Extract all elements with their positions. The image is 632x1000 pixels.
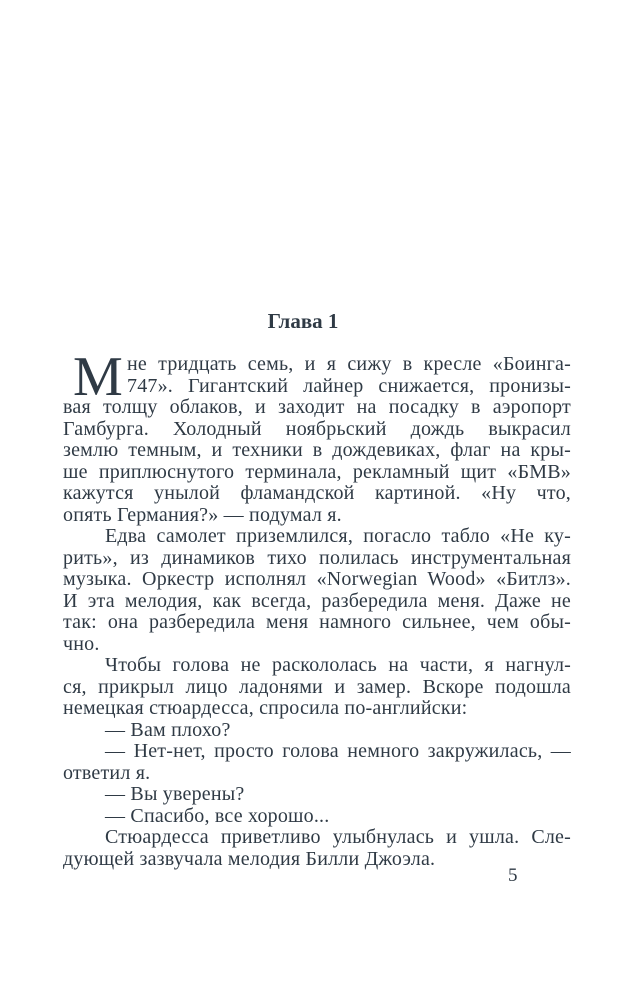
text-line: землю темным, и техники в дождевиках, флаг на кры- <box>63 439 571 461</box>
text-line: — Вам плохо? <box>105 718 231 741</box>
text-line: вая толщу облаков, и заходит на посадку в аэропорт <box>63 396 571 418</box>
text-line: музыка. Оркестр исполнял «Norwegian Wood» «Битлз». <box>63 568 571 590</box>
text-line: Чтобы голова не раскололась на части, я нагнул- <box>105 654 571 676</box>
text-line: так: она разбередила меня намного сильнее, чем обы- <box>63 611 571 633</box>
page-number: 5 <box>508 865 518 886</box>
text-line: — Вы уверены? <box>105 783 245 805</box>
drop-cap: М <box>73 346 123 408</box>
text-line: кажутся унылой фламандской картиной. «Ну что, <box>63 482 571 504</box>
text-line: ше приплюснутого терминала, рекламный щит «БМВ» <box>63 460 571 483</box>
text-line: немецкая стюардесса, спросила по-английски: <box>63 697 468 719</box>
text-line: не тридцать семь, и я сижу в кресле «Боинга- <box>127 353 571 375</box>
text-line: ответил я. <box>63 761 151 784</box>
paragraph <box>63 806 571 828</box>
text-line: И эта мелодия, как всегда, разбередила меня. Даже не <box>63 589 571 612</box>
paragraph <box>63 827 571 870</box>
text-line: Гамбурга. Холодный ноябрьский дождь выкрасил <box>63 417 571 440</box>
text-line: опять Германия?» — подумал я. <box>63 503 342 526</box>
text-line: — Спасибо, все хорошо... <box>105 804 330 827</box>
paragraph <box>63 720 571 742</box>
paragraph <box>63 526 571 655</box>
text-line: ся, прикрыл лицо ладонями и замер. Вскоре подошла <box>63 675 571 698</box>
text-line: дующей зазвучала мелодия Билли Джоэла. <box>63 847 436 870</box>
text-line: — Нет-нет, просто голова немного закружилась, — <box>105 740 571 762</box>
text-line: чно. <box>63 632 100 655</box>
text-line: рить», из динамиков тихо полилась инструментальная <box>63 546 571 569</box>
text-line: Едва самолет приземлился, погасло табло «Не ку- <box>105 525 571 547</box>
paragraph <box>63 741 571 784</box>
text-line: 747». Гигантский лайнер снижается, пронизы- <box>127 374 571 397</box>
text-line: Стюардесса приветливо улыбнулась и ушла. Сле- <box>105 826 571 848</box>
chapter-heading: Глава 1 <box>267 309 339 333</box>
paragraph <box>63 346 571 526</box>
paragraph <box>63 655 571 720</box>
text-block <box>63 346 571 870</box>
paragraph <box>63 784 571 806</box>
